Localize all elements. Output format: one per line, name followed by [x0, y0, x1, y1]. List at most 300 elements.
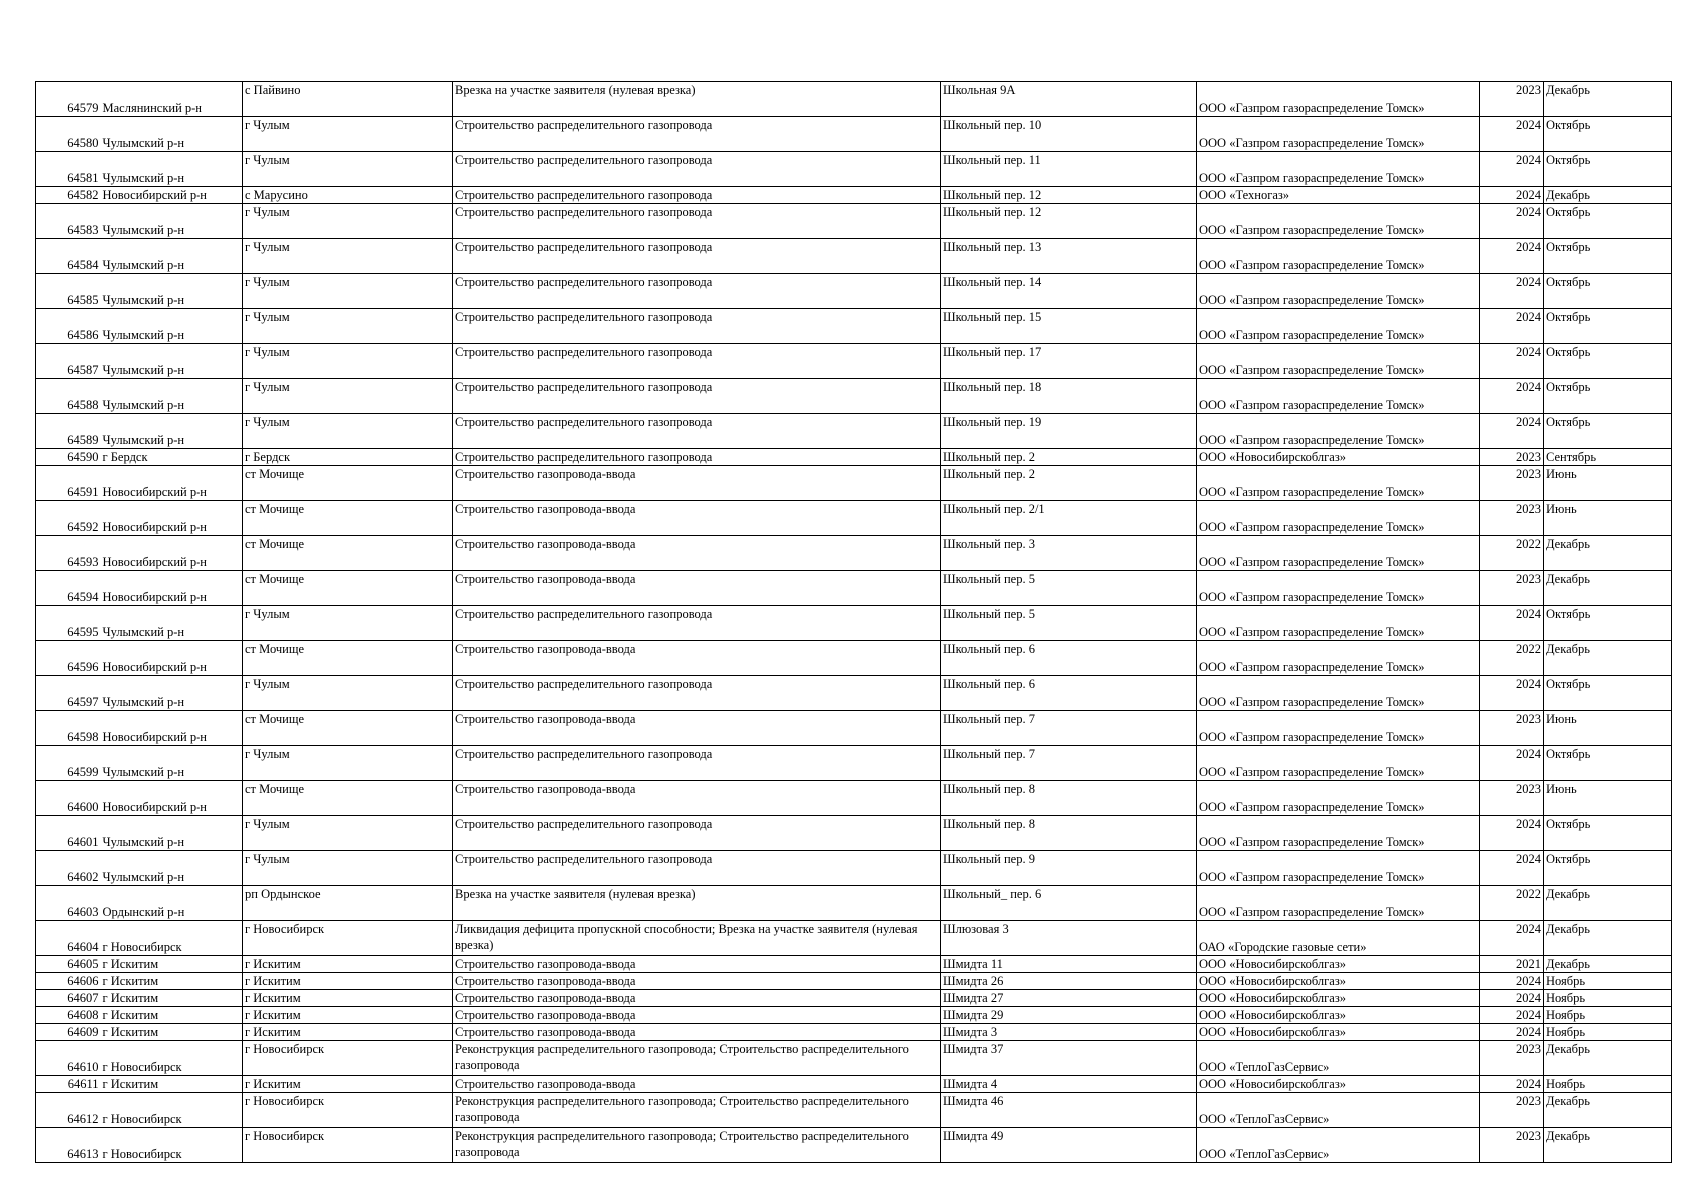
row-id-cell: 64592 [36, 501, 101, 536]
organization-cell: ООО «Техногаз» [1197, 187, 1480, 204]
year-cell: 2024 [1480, 274, 1544, 309]
row-id-cell: 64594 [36, 571, 101, 606]
row-id-cell: 64586 [36, 309, 101, 344]
work-type-cell: Строительство распределительного газопровода [453, 676, 941, 711]
locality-cell: рп Ордынское [243, 886, 453, 921]
table-row [36, 1128, 1672, 1163]
address-cell: Школьный пер. 2 [941, 466, 1197, 501]
address-cell: Школьный пер. 7 [941, 746, 1197, 781]
locality-cell: г Новосибирск [243, 1093, 453, 1128]
month-cell: Ноябрь [1544, 990, 1672, 1007]
district-cell: Новосибирский р-н [101, 641, 243, 676]
organization-cell: ООО «Газпром газораспределение Томск» [1197, 344, 1480, 379]
row-id-cell: 64611 [36, 1076, 101, 1093]
district-cell: Новосибирский р-н [101, 571, 243, 606]
organization-cell: ОАО «Городские газовые сети» [1197, 921, 1480, 956]
organization-cell: ООО «Газпром газораспределение Томск» [1197, 239, 1480, 274]
month-cell: Декабрь [1544, 1041, 1672, 1076]
table-row [36, 536, 1672, 571]
table-row [36, 886, 1672, 921]
organization-cell: ООО «Новосибирскоблгаз» [1197, 1024, 1480, 1041]
row-id-cell: 64597 [36, 676, 101, 711]
address-cell: Школьный пер. 8 [941, 781, 1197, 816]
district-cell: Новосибирский р-н [101, 536, 243, 571]
organization-cell: ООО «Газпром газораспределение Томск» [1197, 501, 1480, 536]
year-cell: 2024 [1480, 990, 1544, 1007]
district-cell: г Искитим [101, 1007, 243, 1024]
locality-cell: г Новосибирск [243, 921, 453, 956]
month-cell: Октябрь [1544, 309, 1672, 344]
district-cell: г Новосибирск [101, 1128, 243, 1163]
district-cell: Новосибирский р-н [101, 466, 243, 501]
table-row [36, 921, 1672, 956]
month-cell: Октябрь [1544, 204, 1672, 239]
address-cell: Школьный пер. 7 [941, 711, 1197, 746]
locality-cell: ст Мочище [243, 536, 453, 571]
work-type-cell: Строительство газопровода-ввода [453, 1007, 941, 1024]
year-cell: 2024 [1480, 921, 1544, 956]
address-cell: Шмидта 11 [941, 956, 1197, 973]
work-type-cell: Врезка на участке заявителя (нулевая врезка) [453, 886, 941, 921]
table-row [36, 379, 1672, 414]
locality-cell: г Искитим [243, 1076, 453, 1093]
year-cell: 2024 [1480, 851, 1544, 886]
district-cell: г Искитим [101, 973, 243, 990]
work-type-cell: Ликвидация дефицита пропускной способности; Врезка на участке заявителя (нулевая врезка) [453, 921, 941, 956]
month-cell: Июнь [1544, 781, 1672, 816]
year-cell: 2024 [1480, 117, 1544, 152]
address-cell: Шмидта 4 [941, 1076, 1197, 1093]
locality-cell: г Новосибирск [243, 1041, 453, 1076]
work-type-cell: Строительство газопровода-ввода [453, 990, 941, 1007]
table-row [36, 1076, 1672, 1093]
month-cell: Декабрь [1544, 82, 1672, 117]
month-cell: Ноябрь [1544, 973, 1672, 990]
month-cell: Июнь [1544, 501, 1672, 536]
district-cell: Чулымский р-н [101, 309, 243, 344]
organization-cell: ООО «Газпром газораспределение Томск» [1197, 676, 1480, 711]
year-cell: 2023 [1480, 571, 1544, 606]
table-row [36, 117, 1672, 152]
locality-cell: г Искитим [243, 956, 453, 973]
locality-cell: г Чулым [243, 239, 453, 274]
locality-cell: ст Мочище [243, 571, 453, 606]
table-row [36, 990, 1672, 1007]
locality-cell: ст Мочище [243, 466, 453, 501]
year-cell: 2024 [1480, 379, 1544, 414]
year-cell: 2024 [1480, 309, 1544, 344]
work-type-cell: Строительство распределительного газопровода [453, 239, 941, 274]
row-id-cell: 64608 [36, 1007, 101, 1024]
year-cell: 2024 [1480, 152, 1544, 187]
address-cell: Школьная 9А [941, 82, 1197, 117]
month-cell: Октябрь [1544, 851, 1672, 886]
organization-cell: ООО «Газпром газораспределение Томск» [1197, 204, 1480, 239]
work-type-cell: Строительство газопровода-ввода [453, 571, 941, 606]
row-id-cell: 64595 [36, 606, 101, 641]
locality-cell: г Чулым [243, 606, 453, 641]
year-cell: 2023 [1480, 1093, 1544, 1128]
work-type-cell: Строительство распределительного газопровода [453, 606, 941, 641]
district-cell: Чулымский р-н [101, 746, 243, 781]
work-type-cell: Строительство газопровода-ввода [453, 1024, 941, 1041]
table-row [36, 1024, 1672, 1041]
work-type-cell: Строительство газопровода-ввода [453, 466, 941, 501]
district-cell: г Новосибирск [101, 1041, 243, 1076]
locality-cell: ст Мочище [243, 501, 453, 536]
locality-cell: г Искитим [243, 973, 453, 990]
month-cell: Декабрь [1544, 571, 1672, 606]
locality-cell: г Чулым [243, 414, 453, 449]
table-row [36, 816, 1672, 851]
row-id-cell: 64580 [36, 117, 101, 152]
work-type-cell: Строительство распределительного газопровода [453, 449, 941, 466]
address-cell: Шлюзовая 3 [941, 921, 1197, 956]
district-cell: Чулымский р-н [101, 379, 243, 414]
address-cell: Школьный пер. 14 [941, 274, 1197, 309]
address-cell: Школьный пер. 6 [941, 641, 1197, 676]
table-row [36, 1041, 1672, 1076]
work-type-cell: Строительство распределительного газопровода [453, 851, 941, 886]
month-cell: Декабрь [1544, 956, 1672, 973]
locality-cell: г Чулым [243, 117, 453, 152]
organization-cell: ООО «Газпром газораспределение Томск» [1197, 886, 1480, 921]
row-id-cell: 64593 [36, 536, 101, 571]
year-cell: 2024 [1480, 414, 1544, 449]
organization-cell: ООО «ТеплоГазСервис» [1197, 1128, 1480, 1163]
year-cell: 2022 [1480, 641, 1544, 676]
row-id-cell: 64591 [36, 466, 101, 501]
row-id-cell: 64589 [36, 414, 101, 449]
address-cell: Школьный пер. 3 [941, 536, 1197, 571]
organization-cell: ООО «Газпром газораспределение Томск» [1197, 379, 1480, 414]
locality-cell: ст Мочище [243, 641, 453, 676]
month-cell: Декабрь [1544, 1128, 1672, 1163]
address-cell: Школьный пер. 15 [941, 309, 1197, 344]
month-cell: Октябрь [1544, 117, 1672, 152]
row-id-cell: 64579 [36, 82, 101, 117]
year-cell: 2024 [1480, 344, 1544, 379]
row-id-cell: 64602 [36, 851, 101, 886]
table-row [36, 973, 1672, 990]
month-cell: Июнь [1544, 711, 1672, 746]
table-row [36, 571, 1672, 606]
locality-cell: с Марусино [243, 187, 453, 204]
year-cell: 2023 [1480, 501, 1544, 536]
year-cell: 2024 [1480, 1024, 1544, 1041]
organization-cell: ООО «Газпром газораспределение Томск» [1197, 711, 1480, 746]
row-id-cell: 64587 [36, 344, 101, 379]
district-cell: Чулымский р-н [101, 344, 243, 379]
month-cell: Ноябрь [1544, 1076, 1672, 1093]
month-cell: Ноябрь [1544, 1024, 1672, 1041]
work-type-cell: Строительство распределительного газопровода [453, 274, 941, 309]
organization-cell: ООО «Газпром газораспределение Томск» [1197, 117, 1480, 152]
district-cell: Чулымский р-н [101, 851, 243, 886]
locality-cell: г Чулым [243, 344, 453, 379]
table-row [36, 152, 1672, 187]
year-cell: 2023 [1480, 711, 1544, 746]
district-cell: г Искитим [101, 990, 243, 1007]
year-cell: 2024 [1480, 746, 1544, 781]
address-cell: Школьный пер. 6 [941, 676, 1197, 711]
row-id-cell: 64613 [36, 1128, 101, 1163]
district-cell: Чулымский р-н [101, 204, 243, 239]
organization-cell: ООО «Газпром газораспределение Томск» [1197, 152, 1480, 187]
month-cell: Октябрь [1544, 414, 1672, 449]
address-cell: Школьный пер. 12 [941, 187, 1197, 204]
row-id-cell: 64606 [36, 973, 101, 990]
locality-cell: г Новосибирск [243, 1128, 453, 1163]
month-cell: Октябрь [1544, 676, 1672, 711]
year-cell: 2024 [1480, 239, 1544, 274]
year-cell: 2024 [1480, 606, 1544, 641]
row-id-cell: 64599 [36, 746, 101, 781]
row-id-cell: 64604 [36, 921, 101, 956]
table-row [36, 309, 1672, 344]
address-cell: Школьный пер. 2/1 [941, 501, 1197, 536]
address-cell: Школьный пер. 13 [941, 239, 1197, 274]
organization-cell: ООО «Новосибирскоблгаз» [1197, 956, 1480, 973]
address-cell: Школьный пер. 17 [941, 344, 1197, 379]
organization-cell: ООО «Газпром газораспределение Томск» [1197, 851, 1480, 886]
organization-cell: ООО «Газпром газораспределение Томск» [1197, 466, 1480, 501]
row-id-cell: 64600 [36, 781, 101, 816]
row-id-cell: 64588 [36, 379, 101, 414]
year-cell: 2021 [1480, 956, 1544, 973]
address-cell: Шмидта 37 [941, 1041, 1197, 1076]
row-id-cell: 64590 [36, 449, 101, 466]
organization-cell: ООО «Новосибирскоблгаз» [1197, 990, 1480, 1007]
locality-cell: г Чулым [243, 309, 453, 344]
work-type-cell: Строительство распределительного газопровода [453, 379, 941, 414]
table-row [36, 449, 1672, 466]
work-type-cell: Строительство распределительного газопровода [453, 204, 941, 239]
year-cell: 2023 [1480, 1041, 1544, 1076]
table-row [36, 851, 1672, 886]
table-row [36, 414, 1672, 449]
organization-cell: ООО «Газпром газораспределение Томск» [1197, 606, 1480, 641]
work-type-cell: Строительство распределительного газопровода [453, 746, 941, 781]
month-cell: Декабрь [1544, 187, 1672, 204]
district-cell: Новосибирский р-н [101, 711, 243, 746]
row-id-cell: 64584 [36, 239, 101, 274]
row-id-cell: 64582 [36, 187, 101, 204]
year-cell: 2024 [1480, 816, 1544, 851]
organization-cell: ООО «ТеплоГазСервис» [1197, 1093, 1480, 1128]
month-cell: Октябрь [1544, 344, 1672, 379]
district-cell: Новосибирский р-н [101, 187, 243, 204]
locality-cell: г Бердск [243, 449, 453, 466]
month-cell: Июнь [1544, 466, 1672, 501]
year-cell: 2023 [1480, 82, 1544, 117]
district-cell: Чулымский р-н [101, 816, 243, 851]
year-cell: 2023 [1480, 1128, 1544, 1163]
district-cell: Маслянинский р-н [101, 82, 243, 117]
organization-cell: ООО «Газпром газораспределение Томск» [1197, 82, 1480, 117]
work-type-cell: Строительство распределительного газопровода [453, 816, 941, 851]
row-id-cell: 64605 [36, 956, 101, 973]
locality-cell: г Чулым [243, 152, 453, 187]
table-row [36, 676, 1672, 711]
row-id-cell: 64598 [36, 711, 101, 746]
locality-cell: г Чулым [243, 676, 453, 711]
district-cell: г Искитим [101, 1024, 243, 1041]
month-cell: Декабрь [1544, 536, 1672, 571]
year-cell: 2023 [1480, 781, 1544, 816]
organization-cell: ООО «Газпром газораспределение Томск» [1197, 816, 1480, 851]
district-cell: Чулымский р-н [101, 152, 243, 187]
district-cell: Чулымский р-н [101, 414, 243, 449]
organization-cell: ООО «ТеплоГазСервис» [1197, 1041, 1480, 1076]
table-row [36, 274, 1672, 309]
year-cell: 2024 [1480, 187, 1544, 204]
address-cell: Школьный пер. 2 [941, 449, 1197, 466]
address-cell: Шмидта 3 [941, 1024, 1197, 1041]
year-cell: 2023 [1480, 449, 1544, 466]
table-row [36, 956, 1672, 973]
table-row [36, 746, 1672, 781]
address-cell: Школьный пер. 11 [941, 152, 1197, 187]
row-id-cell: 64583 [36, 204, 101, 239]
table-row [36, 187, 1672, 204]
address-cell: Школьный пер. 10 [941, 117, 1197, 152]
address-cell: Школьный пер. 8 [941, 816, 1197, 851]
district-cell: г Бердск [101, 449, 243, 466]
organization-cell: ООО «Газпром газораспределение Томск» [1197, 746, 1480, 781]
address-cell: Шмидта 26 [941, 973, 1197, 990]
row-id-cell: 64596 [36, 641, 101, 676]
table-row [36, 781, 1672, 816]
row-id-cell: 64607 [36, 990, 101, 1007]
locality-cell: г Искитим [243, 990, 453, 1007]
month-cell: Октябрь [1544, 606, 1672, 641]
row-id-cell: 64612 [36, 1093, 101, 1128]
table-row [36, 711, 1672, 746]
locality-cell: г Чулым [243, 204, 453, 239]
address-cell: Школьный пер. 5 [941, 606, 1197, 641]
district-cell: г Новосибирск [101, 921, 243, 956]
table-body [36, 82, 1672, 1163]
year-cell: 2024 [1480, 204, 1544, 239]
work-type-cell: Строительство распределительного газопровода [453, 309, 941, 344]
month-cell: Декабрь [1544, 886, 1672, 921]
table-row [36, 641, 1672, 676]
locality-cell: ст Мочище [243, 781, 453, 816]
row-id-cell: 64610 [36, 1041, 101, 1076]
month-cell: Октябрь [1544, 152, 1672, 187]
organization-cell: ООО «Новосибирскоблгаз» [1197, 1007, 1480, 1024]
district-cell: Ордынский р-н [101, 886, 243, 921]
organization-cell: ООО «Газпром газораспределение Томск» [1197, 309, 1480, 344]
district-cell: г Новосибирск [101, 1093, 243, 1128]
month-cell: Октябрь [1544, 379, 1672, 414]
table-row [36, 501, 1672, 536]
month-cell: Декабрь [1544, 641, 1672, 676]
table-row [36, 82, 1672, 117]
year-cell: 2022 [1480, 536, 1544, 571]
month-cell: Ноябрь [1544, 1007, 1672, 1024]
district-cell: Чулымский р-н [101, 606, 243, 641]
locality-cell: г Чулым [243, 851, 453, 886]
row-id-cell: 64581 [36, 152, 101, 187]
address-cell: Шмидта 46 [941, 1093, 1197, 1128]
address-cell: Шмидта 27 [941, 990, 1197, 1007]
table-row [36, 606, 1672, 641]
district-cell: г Искитим [101, 956, 243, 973]
work-type-cell: Реконструкция распределительного газопровода; Строительство распределительного газопровода [453, 1041, 941, 1076]
year-cell: 2022 [1480, 886, 1544, 921]
table-row [36, 344, 1672, 379]
district-cell: г Искитим [101, 1076, 243, 1093]
locality-cell: с Пайвино [243, 82, 453, 117]
month-cell: Октябрь [1544, 746, 1672, 781]
table-row [36, 239, 1672, 274]
row-id-cell: 64585 [36, 274, 101, 309]
work-type-cell: Строительство газопровода-ввода [453, 1076, 941, 1093]
month-cell: Декабрь [1544, 921, 1672, 956]
work-type-cell: Строительство распределительного газопровода [453, 117, 941, 152]
work-type-cell: Строительство газопровода-ввода [453, 501, 941, 536]
work-type-cell: Строительство газопровода-ввода [453, 641, 941, 676]
year-cell: 2024 [1480, 973, 1544, 990]
year-cell: 2024 [1480, 1007, 1544, 1024]
locality-cell: г Искитим [243, 1024, 453, 1041]
district-cell: Новосибирский р-н [101, 781, 243, 816]
address-cell: Школьный пер. 9 [941, 851, 1197, 886]
organization-cell: ООО «Новосибирскоблгаз» [1197, 973, 1480, 990]
year-cell: 2024 [1480, 676, 1544, 711]
organization-cell: ООО «Новосибирскоблгаз» [1197, 449, 1480, 466]
work-type-cell: Строительство распределительного газопровода [453, 152, 941, 187]
work-type-cell: Строительство распределительного газопровода [453, 187, 941, 204]
table-row [36, 1093, 1672, 1128]
district-cell: Чулымский р-н [101, 676, 243, 711]
work-type-cell: Строительство распределительного газопровода [453, 414, 941, 449]
locality-cell: г Чулым [243, 379, 453, 414]
table-row [36, 1007, 1672, 1024]
address-cell: Шмидта 49 [941, 1128, 1197, 1163]
address-cell: Шмидта 29 [941, 1007, 1197, 1024]
row-id-cell: 64603 [36, 886, 101, 921]
month-cell: Октябрь [1544, 816, 1672, 851]
organization-cell: ООО «Газпром газораспределение Томск» [1197, 571, 1480, 606]
work-type-cell: Строительство газопровода-ввода [453, 781, 941, 816]
address-cell: Школьный пер. 12 [941, 204, 1197, 239]
month-cell: Сентябрь [1544, 449, 1672, 466]
district-cell: Чулымский р-н [101, 239, 243, 274]
address-cell: Школьный пер. 19 [941, 414, 1197, 449]
month-cell: Октябрь [1544, 274, 1672, 309]
locality-cell: г Чулым [243, 746, 453, 781]
address-cell: Школьный пер. 18 [941, 379, 1197, 414]
district-cell: Чулымский р-н [101, 117, 243, 152]
district-cell: Новосибирский р-н [101, 501, 243, 536]
table-row [36, 204, 1672, 239]
month-cell: Декабрь [1544, 1093, 1672, 1128]
organization-cell: ООО «Газпром газораспределение Томск» [1197, 781, 1480, 816]
address-cell: Школьный пер. 5 [941, 571, 1197, 606]
year-cell: 2023 [1480, 466, 1544, 501]
data-table [35, 81, 1672, 1163]
locality-cell: г Искитим [243, 1007, 453, 1024]
work-type-cell: Строительство распределительного газопровода [453, 344, 941, 379]
locality-cell: г Чулым [243, 816, 453, 851]
organization-cell: ООО «Газпром газораспределение Томск» [1197, 414, 1480, 449]
district-cell: Чулымский р-н [101, 274, 243, 309]
organization-cell: ООО «Новосибирскоблгаз» [1197, 1076, 1480, 1093]
work-type-cell: Строительство газопровода-ввода [453, 536, 941, 571]
